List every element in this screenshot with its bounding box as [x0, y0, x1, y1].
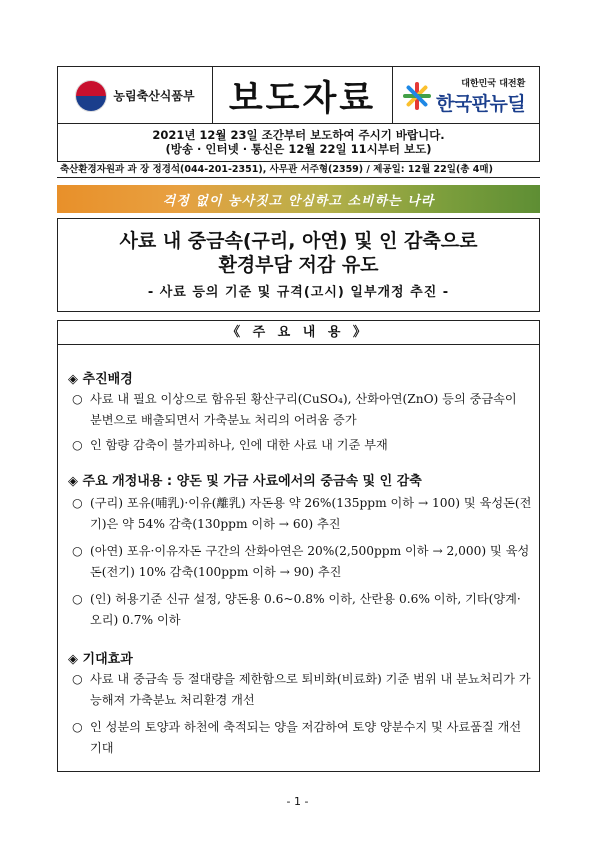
list-item — [72, 669, 532, 711]
headline-line-2: 환경부담 저감 유도 — [218, 254, 379, 276]
ministry-logo — [58, 67, 213, 124]
list-item-text: 사료 내 중금속 등 절대량을 제한함으로 퇴비화(비료화) 기준 범위 내 분뇨처리가 가능해져 가축분뇨 처리환경 개선 — [90, 672, 531, 707]
taeguk-emblem-icon — [75, 80, 107, 112]
list-item — [72, 493, 532, 535]
bullet-marker: ○ — [72, 592, 83, 606]
list-item-text: 인 함량 감축이 불가피하나, 인에 대한 사료 내 기준 부재 — [90, 438, 388, 452]
header-top-row — [58, 67, 539, 124]
document-title: 보도자료 — [213, 67, 393, 124]
section-title-revisions: ◈ 주요 개정내용 : 양돈 및 가금 사료에서의 중금속 및 인 감축 — [68, 474, 422, 489]
bullet-marker: ○ — [72, 720, 83, 734]
summary-box — [57, 320, 540, 772]
list-item-text: 인 성분의 토양과 하천에 축적되는 양을 저감하여 토양 양분수지 및 사료품질 개선 기대 — [90, 720, 522, 755]
list-item — [72, 435, 532, 456]
list-item — [72, 589, 532, 631]
bullet-marker: ○ — [72, 392, 83, 406]
headline-subtitle: - 사료 등의 기준 및 규격(고시) 일부개정 추진 - — [147, 285, 450, 300]
bullet-marker: ○ — [72, 544, 83, 558]
brand-tagline: 대한민국 대전환 — [461, 78, 526, 89]
embargo-notice — [58, 124, 539, 156]
list-item — [72, 389, 532, 431]
embargo-line-1: 2021년 12월 23일 조간부터 보도하여 주시기 바랍니다. — [152, 128, 445, 142]
brand-name: 한국판뉴딜 — [436, 92, 526, 115]
section-title-effects: ◈ 기대효과 — [68, 652, 133, 667]
press-release-header — [57, 66, 540, 162]
list-item-text: (인) 허용기준 신규 설정, 양돈용 0.6~0.8% 이하, 산란용 0.6% 이하, 기타(양계·오리) 0.7% 이하 — [90, 592, 521, 627]
summary-heading: 《 주 요 내 용 》 — [58, 321, 539, 345]
embargo-line-2: (방송 · 인터넷 · 통신은 12월 22일 11시부터 보도) — [165, 142, 432, 156]
list-item — [72, 541, 532, 583]
bullet-marker: ○ — [72, 438, 83, 452]
bullet-marker: ○ — [72, 496, 83, 510]
bullet-marker: ○ — [72, 672, 83, 686]
headline-box — [57, 218, 540, 312]
contact-info: 축산환경자원과 과 장 정경석(044-201-2351), 사무관 서주형(2359) / 제공일: 12월 22일(총 4매) — [57, 162, 540, 178]
list-item-text: (구리) 포유(哺乳)·이유(離乳) 자돈용 약 26%(135ppm 이하 → 100) 및 육성돈(전기)은 약 54% 감축(130ppm 이하 → 60) 추진 — [90, 496, 532, 531]
list-item — [72, 717, 532, 759]
list-item-text: (아연) 포유·이유자돈 구간의 산화아연은 20%(2,500ppm 이하 → 2,000) 및 육성돈(전기) 10% 감축(100ppm 이하 → 90) 추진 — [90, 544, 530, 579]
new-deal-burst-icon — [403, 82, 431, 110]
headline-line-1: 사료 내 중금속(구리, 아연) 및 인 감축으로 — [119, 230, 478, 252]
list-item-text: 사료 내 필요 이상으로 함유된 황산구리(CuSO₄), 산화아연(ZnO) 등의 중금속이 분변으로 배출되면서 가축분뇨 처리의 어려움 증가 — [90, 392, 517, 427]
page-number: - 1 - — [286, 795, 309, 808]
korean-new-deal-logo — [393, 67, 539, 124]
slogan-banner: 걱정 없이 농사짓고 안심하고 소비하는 나라 — [57, 185, 540, 213]
ministry-name: 농림축산식품부 — [113, 89, 195, 103]
section-title-background: ◈ 추진배경 — [68, 372, 133, 387]
